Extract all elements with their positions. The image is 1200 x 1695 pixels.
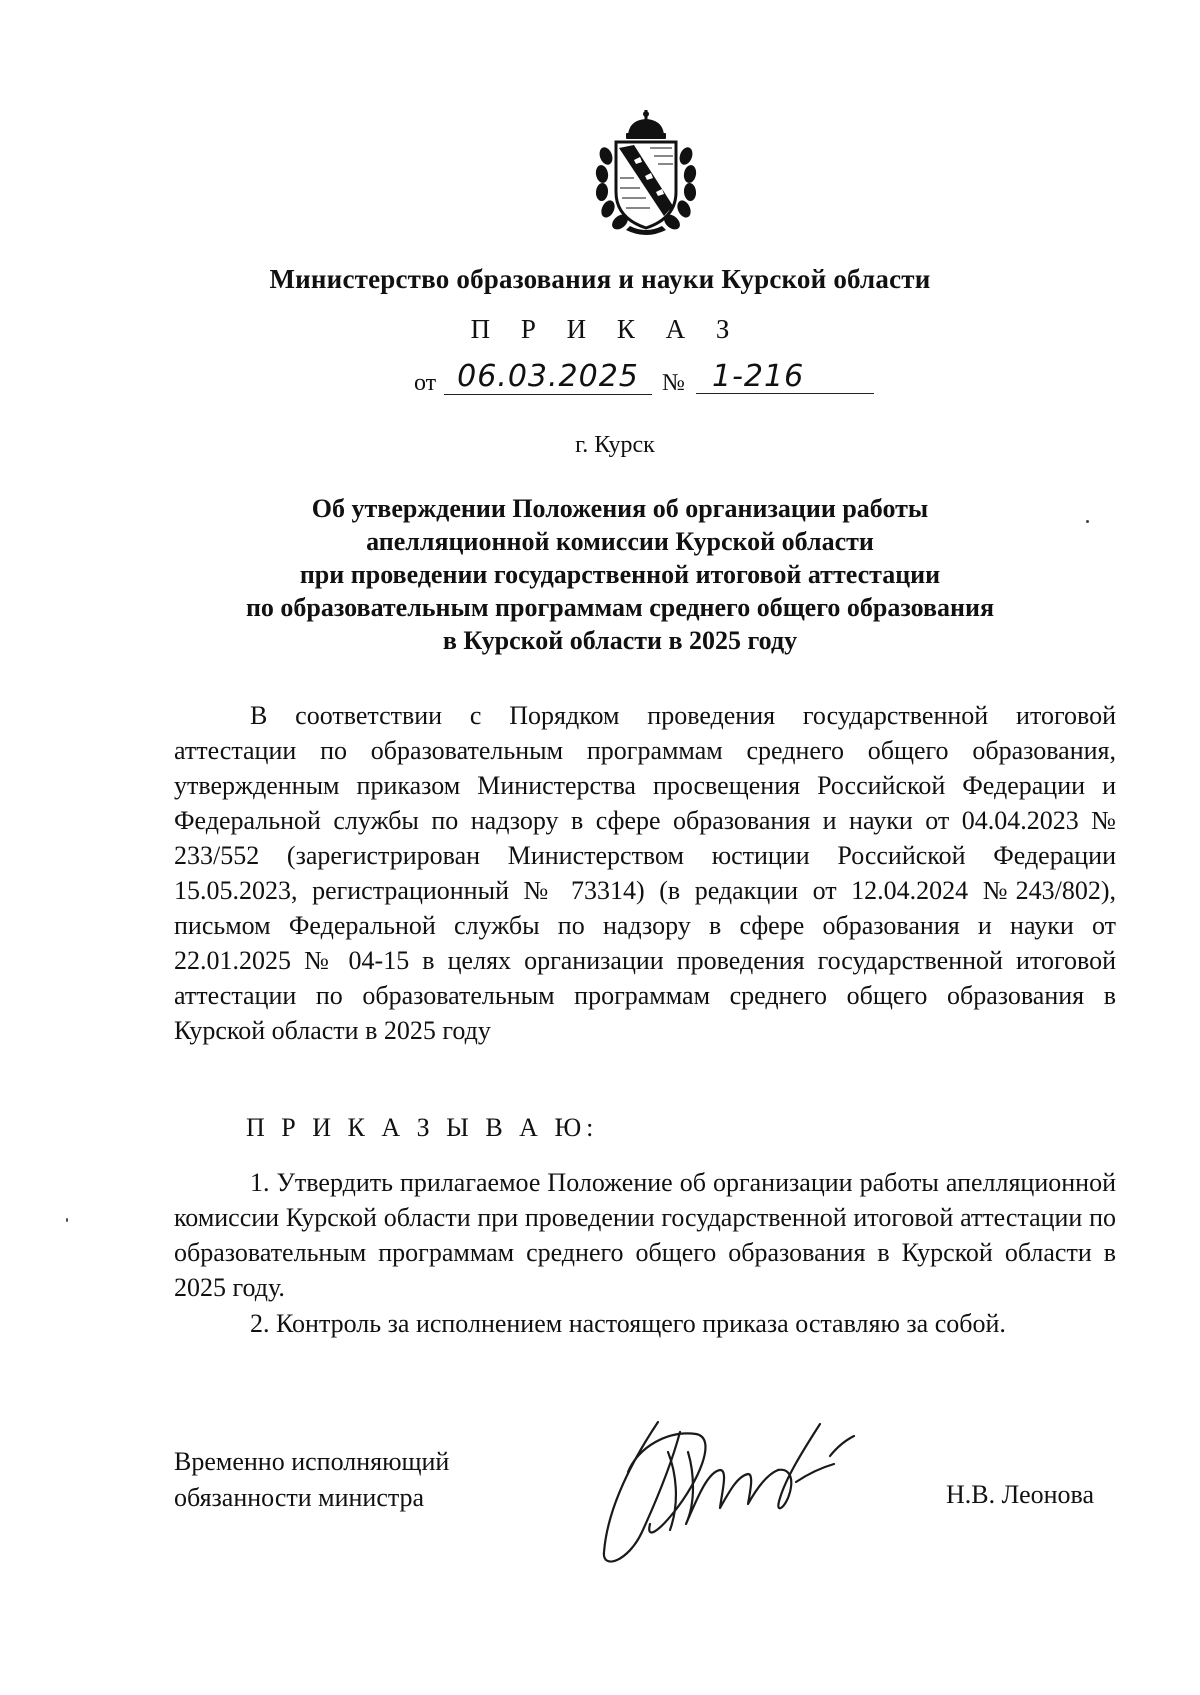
- date-prefix: от: [414, 370, 437, 396]
- order-date-number-line: [414, 360, 874, 400]
- subject-line: апелляционной комиссии Курской области: [366, 527, 874, 556]
- scan-speck: [1086, 520, 1089, 523]
- subject-line: по образовательным программам среднего общего образования: [245, 593, 995, 622]
- number-prefix: №: [662, 370, 685, 396]
- order-date-handwritten: 06.03.2025: [444, 360, 652, 395]
- order-item-1: 1. Утвердить прилагаемое Положение об организации работы апелляционной комиссии Курской области при проведении государственной итоговой аттестации по образовательным программам среднего общего образования в Курской области в 2025 году.: [174, 1168, 1116, 1302]
- signer-position-line: обязанности министра: [174, 1483, 425, 1512]
- city: г. Курск: [575, 432, 655, 458]
- order-subject: [0, 492, 1200, 657]
- order-title: П Р И К А З: [470, 314, 742, 344]
- ministry-name: Министерство образования и науки Курской области: [269, 264, 931, 294]
- coat-of-arms-emblem: [590, 108, 702, 240]
- signer-position-line: Временно исполняющий: [174, 1447, 450, 1476]
- handwritten-signature: [598, 1412, 868, 1572]
- signer-position: [174, 1444, 449, 1516]
- order-number-handwritten: 1-216: [696, 360, 874, 394]
- preamble-paragraph: В соответствии с Порядком проведения государственной итоговой аттестации по образовательным программам среднего общего образования, утвержденным приказом Министерства просвещения Российской Федерации и Федеральной службы по надзору в сфере образования и науки от 04.04.2023 № 233/552 (зарегистрирован Министерством юстиции Российской Федерации 15.05.2023, регистрационный № 73314) (в редакции от 12.04.2024 №243/802), письмом Федеральной службы по надзору в сфере образования и науки от 22.01.2025 № 04-15 в целях организации проведения государственной итоговой аттестации по образовательным программам среднего общего образования в Курской области в 2025 году: [174, 701, 1116, 1045]
- order-item-2: 2. Контроль за исполнением настоящего приказа оставляю за собой.: [250, 1309, 1006, 1338]
- subject-line: Об утверждении Положения об организации работы: [311, 494, 929, 523]
- scan-speck: [66, 1218, 68, 1222]
- subject-line: в Курской области в 2025 году: [442, 626, 798, 655]
- subject-line: при проведении государственной итоговой аттестации: [299, 560, 941, 589]
- order-word: П Р И К А З Ы В А Ю:: [246, 1113, 599, 1142]
- signer-name: Н.В. Леонова: [946, 1480, 1095, 1509]
